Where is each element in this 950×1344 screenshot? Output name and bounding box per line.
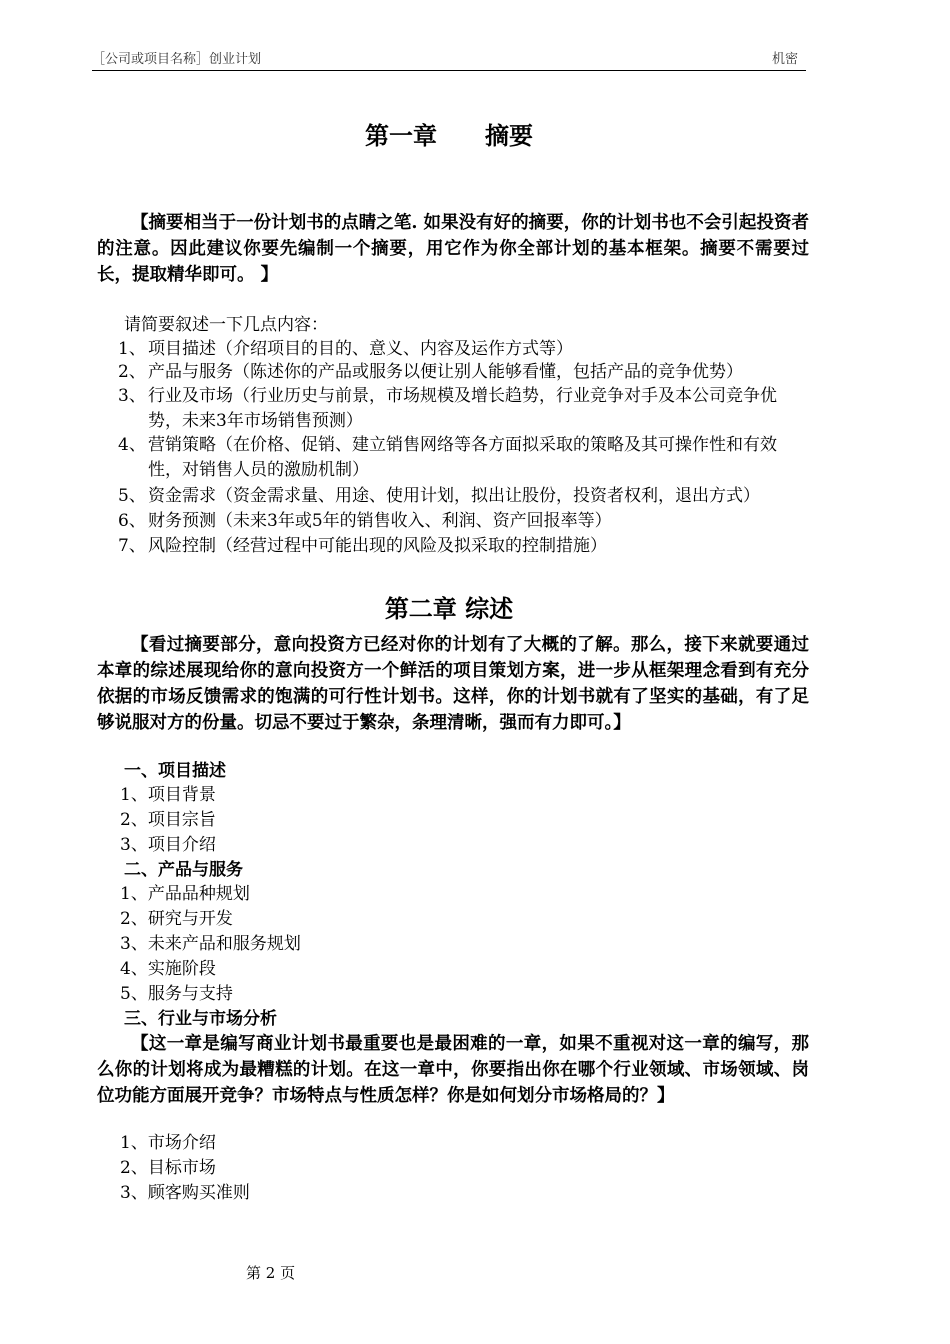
list-item-number: 5、 xyxy=(118,486,146,506)
list-item: 2、研究与开发 xyxy=(120,909,233,929)
list-item-text: 风险控制（经营过程中可能出现的风险及拟采取的控制措施） xyxy=(148,536,607,556)
list-item: 2、目标市场 xyxy=(120,1158,216,1178)
chapter2-intro: 【看过摘要部分，意向投资方已经对你的计划有了大概的了解。那么，接下来就要通过本章的综述展现给你的意向投资方一个鲜活的项目策划方案，进一步从框架理念看到有充分依据的市场反馈需求的饱满的可行性计划书。这样，你的计划书就有了坚实的基础，有了足够说服对方的份量。切忌不要过于繁杂，条理清晰，强而有力即可。】 xyxy=(97,635,809,733)
list-item xyxy=(118,360,810,385)
list-item: 4、实施阶段 xyxy=(120,959,216,979)
list-item: 1、市场介绍 xyxy=(120,1133,216,1153)
list-item: 2、项目宗旨 xyxy=(120,810,216,830)
list-item xyxy=(118,484,810,509)
list-item: 3、顾客购买准则 xyxy=(120,1183,250,1203)
header-company-title: ［公司或项目名称］创业计划 xyxy=(92,52,262,67)
chapter1-title: 第一章 摘要 xyxy=(365,122,533,150)
list-item xyxy=(118,509,810,534)
list-item xyxy=(118,384,810,434)
list-item-text: 资金需求（资金需求量、用途、使用计划，拟出让股份，投资者权利，退出方式） xyxy=(148,486,760,506)
section2-title: 二、产品与服务 xyxy=(124,860,243,880)
list-item-text: 营销策略（在价格、促销、建立销售网络等各方面拟采取的策略及其可操作性和有效性，对销售人员的激励机制） xyxy=(148,435,777,480)
chapter1-lead: 请简要叙述一下几点内容： xyxy=(124,315,328,335)
list-item: 5、服务与支持 xyxy=(120,984,233,1004)
list-item-text: 财务预测（未来3年或5年的销售收入、利润、资产回报率等） xyxy=(148,511,612,531)
list-item: 3、未来产品和服务规划 xyxy=(120,934,301,954)
list-item xyxy=(118,433,810,483)
list-item-number: 4、 xyxy=(118,435,146,455)
header-confidential: 机密 xyxy=(771,52,798,67)
chapter1-intro: 【摘要相当于一份计划书的点睛之笔. 如果没有好的摘要，你的计划书也不会引起投资者的注意。因此建议你要先编制一个摘要，用它作为你全部计划的基本框架。摘要不需要过长，提取精华即可。 】 xyxy=(97,213,809,285)
list-item: 1、项目背景 xyxy=(120,785,216,805)
list-item xyxy=(118,534,810,559)
list-item: 3、项目介绍 xyxy=(120,835,216,855)
section3-title: 三、行业与市场分析 xyxy=(124,1009,277,1029)
list-item-number: 2、 xyxy=(118,362,146,382)
page-header xyxy=(92,52,806,71)
list-item-number: 7、 xyxy=(118,536,146,556)
list-item-number: 1、 xyxy=(118,339,146,359)
section1-title: 一、项目描述 xyxy=(124,761,226,781)
list-item-number: 6、 xyxy=(118,511,146,531)
section3-note: 【这一章是编写商业计划书最重要也是最困难的一章，如果不重视对这一章的编写，那么你的计划将成为最糟糕的计划。在这一章中，你要指出你在哪个行业领域、市场领域、岗位功能方面展开竞争？市场特点与性质怎样？你是如何划分市场格局的？】 xyxy=(97,1034,809,1106)
page-number: 第 2 页 xyxy=(246,1264,296,1282)
list-item-text: 行业及市场（行业历史与前景，市场规模及增长趋势，行业竞争对手及本公司竞争优势，未来3年市场销售预测） xyxy=(148,386,777,431)
list-item-text: 项目描述（介绍项目的目的、意义、内容及运作方式等） xyxy=(148,339,573,359)
list-item: 1、产品品种规划 xyxy=(120,884,250,904)
list-item-number: 3、 xyxy=(118,386,146,406)
list-item xyxy=(118,337,810,362)
list-item-text: 产品与服务（陈述你的产品或服务以便让别人能够看懂，包括产品的竞争优势） xyxy=(148,362,743,382)
chapter2-title: 第二章 综述 xyxy=(384,595,514,623)
